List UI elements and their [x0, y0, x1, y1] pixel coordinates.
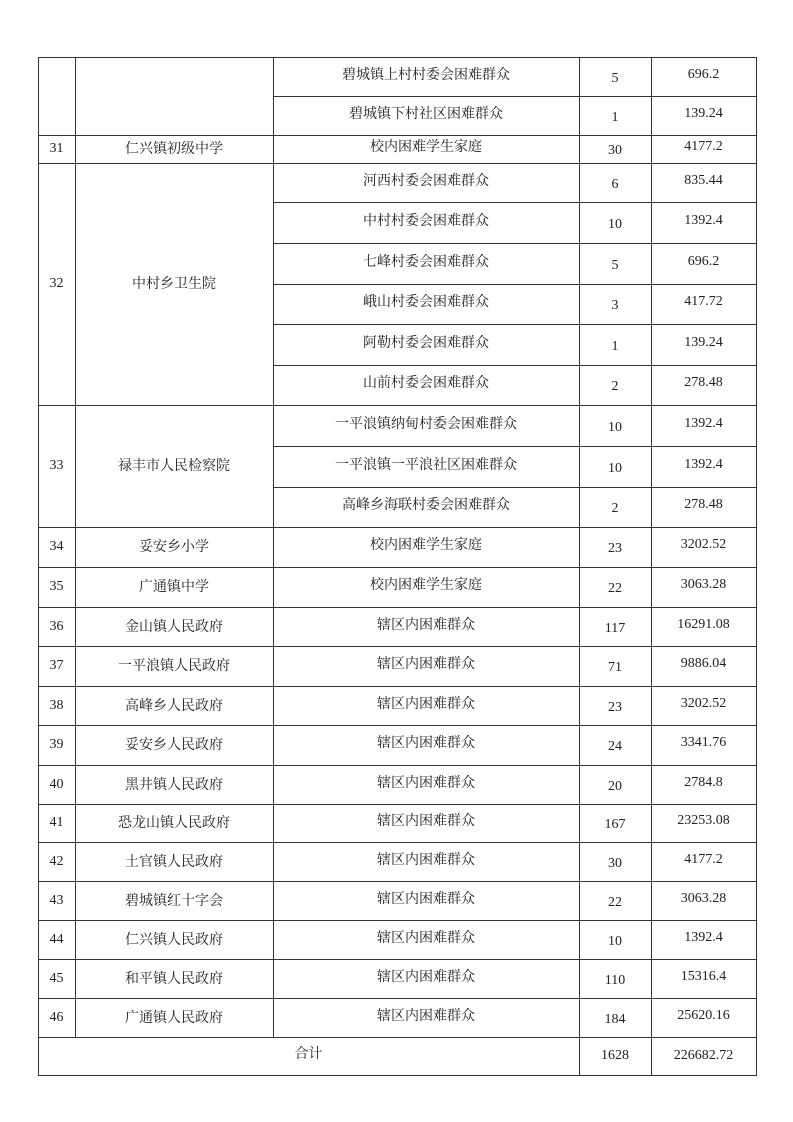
- row-rule: [38, 959, 757, 960]
- cell-count: 5: [611, 258, 619, 273]
- cell-unit-name: 一平浪镇人民政府: [118, 658, 230, 674]
- cell-serial-number: 34: [49, 539, 64, 554]
- cell-amount: 2784.8: [684, 775, 723, 790]
- cell-amount: 3202.52: [680, 696, 727, 711]
- cell-amount: 278.48: [684, 375, 723, 390]
- cell-serial-number: 45: [49, 971, 64, 986]
- cell-unit-name: 妥安乡小学: [139, 539, 209, 555]
- cell-serial-number: 36: [49, 619, 64, 634]
- cell-amount: 9886.04: [680, 656, 727, 671]
- cell-amount: 23253.08: [677, 813, 730, 828]
- cell-amount: 1392.4: [684, 416, 723, 431]
- cell-serial-number: 41: [49, 815, 64, 830]
- cell-amount: 15316.4: [680, 969, 727, 984]
- cell-recipient: 校内困难学生家庭: [370, 577, 482, 593]
- cell-amount: 4177.2: [684, 139, 723, 154]
- cell-unit-name: 碧城镇红十字会: [125, 893, 223, 909]
- cell-count: 117: [604, 621, 626, 636]
- cell-recipient: 辖区内困难群众: [377, 656, 475, 672]
- cell-recipient: 校内困难学生家庭: [370, 139, 482, 155]
- cell-count: 110: [604, 973, 626, 988]
- sub-row-rule: [273, 365, 757, 366]
- cell-count: 10: [608, 420, 622, 435]
- cell-unit-name: 和平镇人民政府: [125, 971, 223, 987]
- sub-row-rule: [273, 96, 757, 97]
- cell-amount: 139.24: [684, 106, 723, 121]
- cell-unit-name: 仁兴镇人民政府: [125, 932, 223, 948]
- cell-recipient: 辖区内困难群众: [377, 735, 475, 751]
- sub-row-rule: [273, 243, 757, 244]
- cell-recipient: 峨山村委会困难群众: [363, 294, 489, 310]
- sub-row-rule: [273, 284, 757, 285]
- cell-unit-name: 禄丰市人民检察院: [118, 458, 230, 474]
- cell-unit-name: 高峰乡人民政府: [125, 698, 223, 714]
- cell-recipient: 辖区内困难群众: [377, 852, 475, 868]
- cell-recipient: 阿勒村委会困难群众: [363, 335, 489, 351]
- cell-serial-number: 40: [49, 777, 64, 792]
- cell-count: 6: [611, 177, 619, 192]
- cell-serial-number: 31: [49, 141, 64, 156]
- cell-count: 30: [608, 856, 622, 871]
- row-rule: [38, 842, 757, 843]
- cell-unit-name: 广通镇人民政府: [125, 1010, 223, 1026]
- cell-serial-number: 43: [49, 893, 64, 908]
- cell-recipient: 碧城镇下村社区困难群众: [349, 106, 503, 122]
- row-rule: [38, 607, 757, 608]
- cell-recipient: 辖区内困难群众: [377, 969, 475, 985]
- cell-serial-number: 37: [49, 658, 64, 673]
- cell-unit-name: 黑井镇人民政府: [125, 777, 223, 793]
- cell-count: 1: [611, 339, 619, 354]
- sub-row-rule: [273, 487, 757, 488]
- cell-recipient: 中村村委会困难群众: [363, 213, 489, 229]
- table-border-top: [38, 57, 757, 58]
- cell-count: 184: [604, 1012, 626, 1027]
- cell-serial-number: 44: [49, 932, 64, 947]
- column-rule: [651, 57, 652, 1075]
- cell-recipient: 碧城镇上村村委会困难群众: [342, 67, 510, 83]
- cell-count: 23: [608, 700, 622, 715]
- cell-count: 10: [608, 934, 622, 949]
- total-amount: 226682.72: [673, 1048, 734, 1063]
- sub-row-rule: [273, 324, 757, 325]
- cell-unit-name: 广通镇中学: [139, 579, 209, 595]
- cell-count: 30: [608, 143, 622, 158]
- cell-unit-name: 土官镇人民政府: [125, 854, 223, 870]
- cell-count: 167: [604, 817, 626, 832]
- sub-row-rule: [273, 202, 757, 203]
- row-rule: [38, 163, 757, 164]
- cell-count: 5: [611, 71, 619, 86]
- row-rule: [38, 998, 757, 999]
- cell-amount: 3063.28: [680, 577, 727, 592]
- cell-recipient: 辖区内困难群众: [377, 775, 475, 791]
- cell-recipient: 辖区内困难群众: [377, 930, 475, 946]
- cell-recipient: 辖区内困难群众: [377, 813, 475, 829]
- cell-serial-number: 39: [49, 737, 64, 752]
- cell-count: 3: [611, 298, 619, 313]
- cell-amount: 25620.16: [677, 1008, 730, 1023]
- cell-amount: 3341.76: [680, 735, 727, 750]
- cell-amount: 4177.2: [684, 852, 723, 867]
- row-rule: [38, 527, 757, 528]
- row-rule: [38, 686, 757, 687]
- row-rule: [38, 920, 757, 921]
- column-rule: [579, 57, 580, 1075]
- cell-recipient: 高峰乡海联村委会困难群众: [342, 497, 510, 513]
- cell-amount: 1392.4: [684, 213, 723, 228]
- cell-recipient: 辖区内困难群众: [377, 1008, 475, 1024]
- row-rule: [38, 567, 757, 568]
- cell-amount: 835.44: [684, 173, 723, 188]
- cell-recipient: 校内困难学生家庭: [370, 537, 482, 553]
- cell-count: 71: [608, 660, 622, 675]
- cell-serial-number: 38: [49, 698, 64, 713]
- row-rule: [38, 405, 757, 406]
- cell-unit-name: 妥安乡人民政府: [125, 737, 223, 753]
- cell-amount: 1392.4: [684, 930, 723, 945]
- cell-unit-name: 仁兴镇初级中学: [125, 141, 223, 157]
- row-rule: [38, 135, 757, 136]
- cell-amount: 16291.08: [677, 617, 730, 632]
- cell-recipient: 辖区内困难群众: [377, 891, 475, 907]
- cell-amount: 696.2: [687, 67, 720, 82]
- cell-serial-number: 42: [49, 854, 64, 869]
- cell-serial-number: 35: [49, 579, 64, 594]
- cell-recipient: 一平浪镇纳甸村委会困难群众: [335, 416, 517, 432]
- cell-recipient: 山前村委会困难群众: [363, 375, 489, 391]
- table-border-bottom: [38, 1075, 757, 1076]
- row-rule: [38, 725, 757, 726]
- cell-count: 23: [608, 541, 622, 556]
- cell-count: 2: [611, 501, 619, 516]
- cell-unit-name: 金山镇人民政府: [125, 619, 223, 635]
- cell-amount: 3063.28: [680, 891, 727, 906]
- row-rule: [38, 765, 757, 766]
- row-rule: [38, 1037, 757, 1038]
- cell-amount: 696.2: [687, 254, 720, 269]
- cell-serial-number: 46: [49, 1010, 64, 1025]
- total-label: 合计: [294, 1046, 323, 1062]
- sub-row-rule: [273, 446, 757, 447]
- cell-recipient: 一平浪镇一平浪社区困难群众: [335, 457, 517, 473]
- total-count: 1628: [601, 1048, 629, 1063]
- cell-serial-number: 33: [49, 458, 64, 473]
- cell-amount: 139.24: [684, 335, 723, 350]
- cell-recipient: 河西村委会困难群众: [363, 173, 489, 189]
- cell-count: 10: [608, 217, 622, 232]
- cell-count: 10: [608, 461, 622, 476]
- cell-unit-name: 恐龙山镇人民政府: [118, 815, 230, 831]
- row-rule: [38, 646, 757, 647]
- row-rule: [38, 881, 757, 882]
- cell-amount: 3202.52: [680, 537, 727, 552]
- cell-count: 2: [611, 379, 619, 394]
- cell-count: 20: [608, 779, 622, 794]
- cell-count: 22: [608, 581, 622, 596]
- cell-amount: 417.72: [684, 294, 723, 309]
- cell-recipient: 七峰村委会困难群众: [363, 254, 489, 270]
- cell-unit-name: 中村乡卫生院: [132, 276, 216, 292]
- cell-count: 24: [608, 739, 622, 754]
- cell-count: 1: [611, 110, 619, 125]
- cell-amount: 1392.4: [684, 457, 723, 472]
- cell-recipient: 辖区内困难群众: [377, 696, 475, 712]
- cell-count: 22: [608, 895, 622, 910]
- row-rule: [38, 804, 757, 805]
- cell-amount: 278.48: [684, 497, 723, 512]
- cell-serial-number: 32: [49, 276, 64, 291]
- cell-recipient: 辖区内困难群众: [377, 617, 475, 633]
